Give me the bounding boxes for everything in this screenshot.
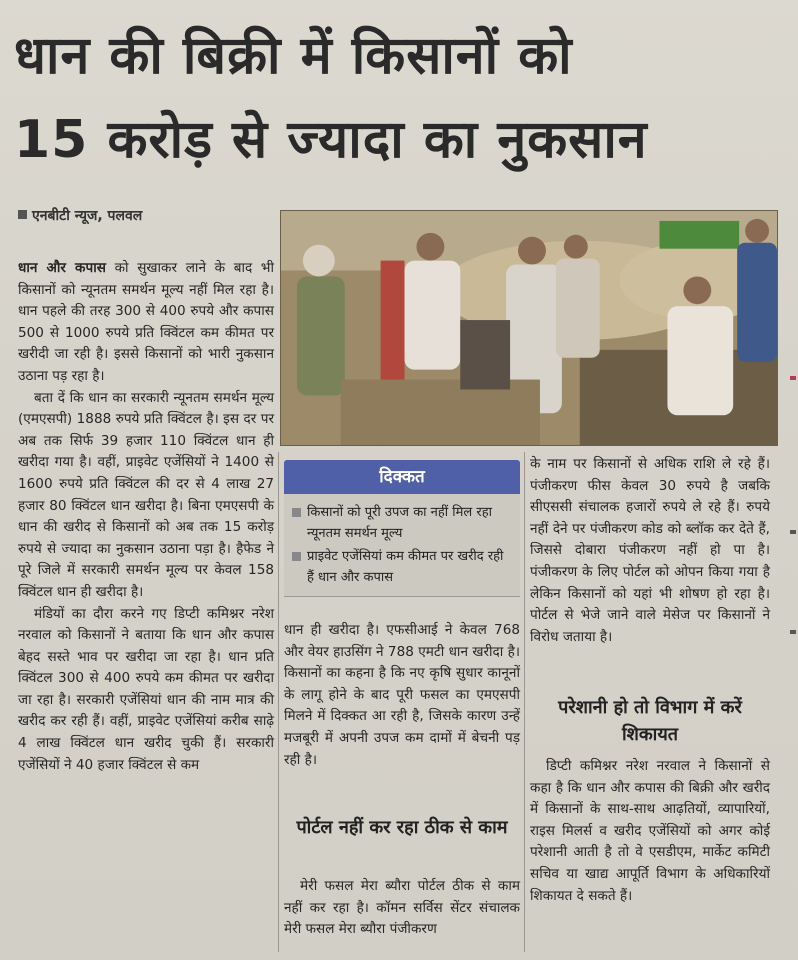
mandi-photo bbox=[280, 210, 778, 446]
problem-box-body bbox=[284, 494, 520, 597]
farmers-at-grain-market-image bbox=[281, 211, 777, 445]
column-divider bbox=[278, 452, 279, 952]
byline-text: एनबीटी न्यूज, पलवल bbox=[32, 208, 143, 224]
bullet-square-icon bbox=[292, 508, 301, 517]
page-edge-mark bbox=[790, 376, 796, 380]
problem-box bbox=[284, 460, 520, 610]
article-column-3 bbox=[530, 454, 770, 648]
paragraph-4: धान ही खरीदा है। एफसीआई ने केवल 768 और वेयर हाउसिंग ने 788 एमटी धान खरीदा है। किसानों का कहना है कि नए कृषि सुधार कानूनों के लागू होने के बाद पूरी फसल का एमएसपी मिलने में दिक्कत आ रही है, जिसके कारण उन्हें मजबूरी में अपनी उपज कम दामों में बेचनी पड़ रही है। bbox=[284, 622, 520, 768]
byline-square-icon bbox=[18, 210, 27, 219]
headline-line-1: धान की बिक्री में किसानों को bbox=[14, 26, 573, 86]
lead-words: धान और कपास bbox=[18, 260, 106, 276]
headline-line-2: 15 करोड़ से ज्यादा का नुकसान bbox=[14, 110, 648, 170]
paragraph-1 bbox=[18, 258, 274, 388]
article-column-2-lower bbox=[284, 876, 520, 941]
subheading-portal: पोर्टल नहीं कर रहा ठीक से काम bbox=[296, 817, 508, 838]
paragraph-5: मेरी फसल मेरा ब्यौरा पोर्टल ठीक से काम नहीं कर रहा है। कॉमन सर्विस सेंटर संचालक मेरी फसल मेरा ब्यौरा पंजीकरण bbox=[284, 878, 520, 938]
headline bbox=[14, 14, 784, 182]
problem-bullet-text: प्राइवेट एजेंसियां कम कीमत पर खरीद रही हैं धान और कपास bbox=[307, 549, 504, 585]
article-column-1 bbox=[18, 258, 274, 776]
page-edge-mark bbox=[790, 530, 796, 534]
paragraph-2: बता दें कि धान का सरकारी न्यूनतम समर्थन मूल्य (एमएसपी) 1888 रुपये प्रति क्विंटल है। इस दर पर अब तक सिर्फ 39 हजार 110 क्विंटल धान ही खरीदा गया है। वहीं, प्राइवेट एजेंसियों ने 1400 से 1600 रुपये प्रति क्विंटल की दर से 4 लाख 27 हजार 80 क्विंटल धान खरीदा है। बिना एमएसपी के धान की खरीद से किसानों को अब तक 15 करोड़ रुपये से ज्यादा का नुकसान उठाना पड़ा है। हैफेड ने पूरे जिले में सरकारी समर्थन मूल्य पर केवल 158 क्विंटल धान ही खरीदा है। bbox=[18, 389, 274, 600]
byline bbox=[18, 206, 142, 225]
article-column-2 bbox=[284, 620, 520, 771]
page-edge-mark bbox=[790, 630, 796, 634]
problem-bullet bbox=[292, 546, 512, 588]
paragraph-1-text: को सुखाकर लाने के बाद भी किसानों को न्यूनतम समर्थन मूल्य नहीं मिल रहा है। धान पहले की तरह 300 से 400 रुपये और कपास 500 से 1000 रुपये प्रति क्विंटल कम कीमत पर खरीदी जा रही है। इससे किसानों को भारी नुकसान उठाना पड़ रहा है। bbox=[18, 260, 274, 384]
paragraph-3: मंडियों का दौरा करने गए डिप्टी कमिश्नर नरेश नरवाल को किसानों ने बताया कि धान और कपास बेहद सस्ते भाव पर खरीदा जा रहा है। धान प्रति क्विंटल 300 से 400 रुपये कम कीमत पर खरीदा जा रहा है। सरकारी एजेंसियां धान की नाम मात्र की खरीद कर रही हैं। वहीं, प्राइवेट एजेंसियां करीब साढ़े 4 लाख क्विंटल धान खरीद चुकी हैं। सरकारी एजेंसियों ने 40 हजार क्विंटल से कम bbox=[18, 605, 274, 773]
problem-bullet-text: किसानों को पूरी उपज का नहीं मिल रहा न्यूनतम समर्थन मूल्य bbox=[307, 505, 492, 541]
problem-box-title: दिक्कत bbox=[284, 460, 520, 494]
subheading-complaint: परेशानी हो तो विभाग में करें शिकायत bbox=[558, 697, 742, 745]
bullet-square-icon bbox=[292, 552, 301, 561]
paragraph-6: के नाम पर किसानों से अधिक राशि ले रहे हैं। पंजीकरण फीस केवल 30 रुपये है जबकि सीएससी संचालक हजारों रुपये ले रहे हैं। रुपये नहीं देने पर पंजीकरण कोड को ब्लॉक कर देते हैं, जिससे दोबारा पंजीकरण नहीं हो पा है। पंजीकरण के लिए पोर्टल को ओपन किया गया है लेकिन किसानों को यहां भी शोषण हो रहा है। पोर्टल से भेजे जाने वाले मेसेज पर किसानों ने विरोध जताया है। bbox=[530, 456, 770, 645]
column-divider bbox=[524, 452, 525, 952]
problem-bullet bbox=[292, 502, 512, 544]
article-column-3-lower bbox=[530, 756, 770, 907]
paragraph-7: डिप्टी कमिश्नर नरेश नरवाल ने किसानों से कहा है कि धान और कपास की बिक्री और खरीद में किसानों के साथ-साथ आढ़तियों, व्यापारियों, राइस मिलर्स व खरीद एजेंसियों को अगर कोई परेशानी आती है तो वे एसडीएम, मार्केट कमिटी सचिव या खाद्य आपूर्ति विभाग के अधिकारियों शिकायत दे सकते हैं। bbox=[530, 758, 770, 904]
